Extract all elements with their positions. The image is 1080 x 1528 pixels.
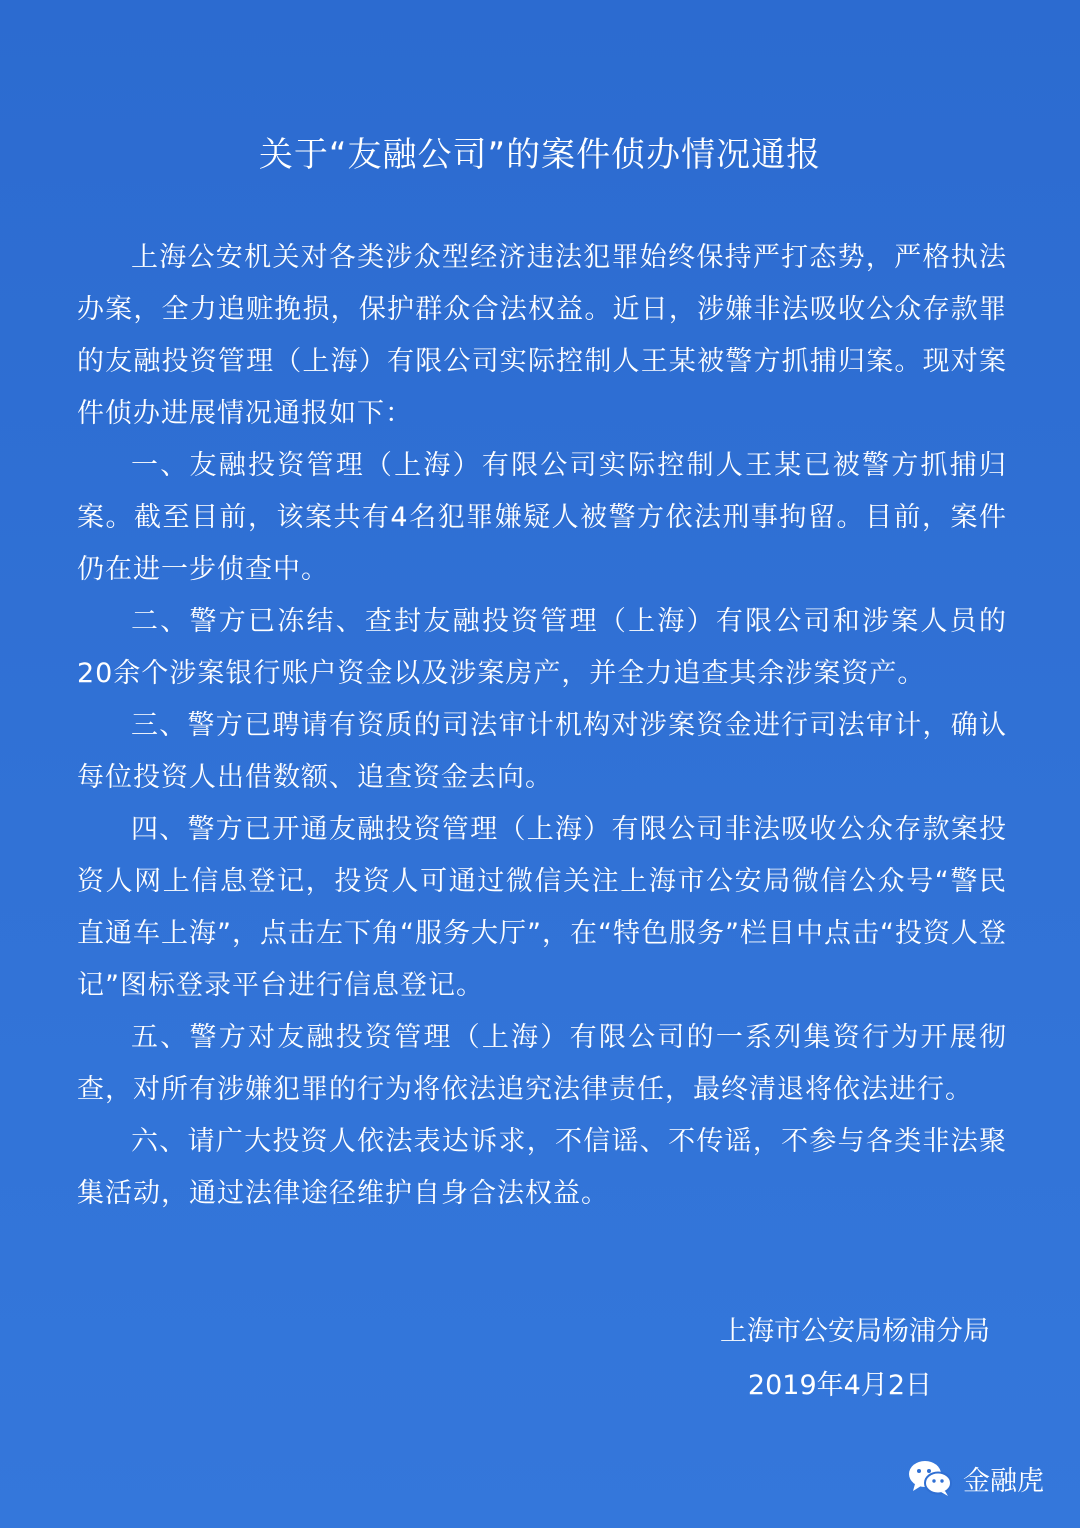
source-watermark xyxy=(907,1458,1044,1498)
item-paragraph-6: 六、请广大投资人依法表达诉求，不信谣、不传谣，不参与各类非法聚集活动，通过法律途径维护自身合法权益。 xyxy=(77,1126,1007,1209)
intro-paragraph: 上海公安机关对各类涉众型经济违法犯罪始终保持严打态势，严格执法办案，全力追赃挽损，保护群众合法权益。近日，涉嫌非法吸收公众存款罪的友融投资管理（上海）有限公司实际控制人王某被警方抓捕归案。现对案件侦办进展情况通报如下： xyxy=(77,242,1007,429)
signature-block xyxy=(720,1305,990,1413)
item-paragraph-1: 一、友融投资管理（上海）有限公司实际控制人王某已被警方抓捕归案。截至目前，该案共有4名犯罪嫌疑人被警方依法刑事拘留。目前，案件仍在进一步侦查中。 xyxy=(77,450,1007,585)
watermark-label: 金融虎 xyxy=(963,1465,1044,1497)
issue-date: 2019年4月2日 xyxy=(747,1370,932,1401)
notice-body xyxy=(77,232,1007,1220)
item-paragraph-2: 二、警方已冻结、查封友融投资管理（上海）有限公司和涉案人员的20余个涉案银行账户资金以及涉案房产，并全力追查其余涉案资产。 xyxy=(77,606,1007,689)
item-paragraph-4: 四、警方已开通友融投资管理（上海）有限公司非法吸收公众存款案投资人网上信息登记，投资人可通过微信关注上海市公安局微信公众号“警民直通车上海”，点击左下角“服务大厅”，在“特色服务”栏目中点击“投资人登记”图标登录平台进行信息登记。 xyxy=(77,814,1007,1001)
notice-title: 关于“友融公司”的案件侦办情况通报 xyxy=(258,135,822,175)
item-paragraph-3: 三、警方已聘请有资质的司法审计机构对涉案资金进行司法审计，确认每位投资人出借数额、追查资金去向。 xyxy=(77,710,1007,793)
issuer-name: 上海市公安局杨浦分局 xyxy=(720,1316,990,1347)
wechat-icon xyxy=(907,1458,953,1498)
item-paragraph-5: 五、警方对友融投资管理（上海）有限公司的一系列集资行为开展彻查，对所有涉嫌犯罪的行为将依法追究法律责任，最终清退将依法进行。 xyxy=(77,1022,1007,1105)
